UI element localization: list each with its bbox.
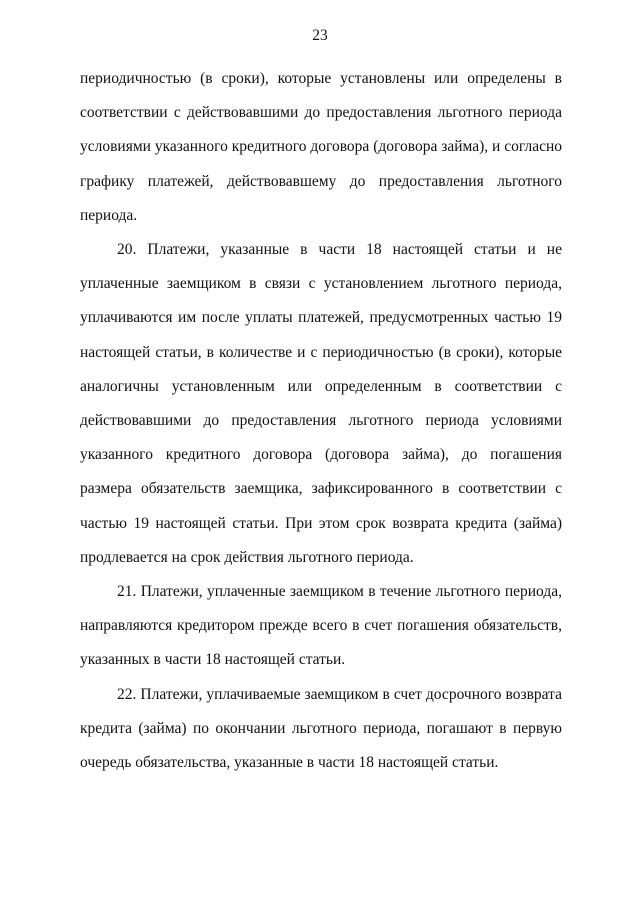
- paragraph-part-20: 20. Платежи, указанные в части 18 настоящей статьи и не уплаченные заемщиком в связи с установлением льготного периода, уплачиваются им после уплаты платежей, предусмотренных частью 19 настоящей статьи, в количестве и с периодичностью (в сроки), которые аналогичны установленным или определенным в соответствии с действовавшими до предоставления льготного периода условиями указанного кредитного договора (договора займа), до погашения размера обязательств заемщика, зафиксированного в соответствии с частью 19 настоящей статьи. При этом срок возврата кредита (займа) продлевается на срок действия льготного периода.: [80, 241, 562, 566]
- paragraph-part-21: 21. Платежи, уплаченные заемщиком в течение льготного периода, направляются кредитором прежде всего в счет погашения обязательств, указанных в части 18 настоящей статьи.: [80, 583, 562, 669]
- paragraph-part-22: 22. Платежи, уплачиваемые заемщиком в счет досрочного возврата кредита (займа) по окончании льготного периода, погашают в первую очередь обязательства, указанные в части 18 настоящей статьи.: [80, 685, 562, 772]
- paragraph-continuation: периодичностью (в сроки), которые установлены или определены в соответствии с действовавшими до предоставления льготного периода условиями указанного кредитного договора (договора займа), и согласно графику платежей, действовавшему до предоставления льготного периода.: [80, 70, 562, 224]
- page-number: 23: [312, 27, 328, 44]
- page-body: [80, 62, 562, 780]
